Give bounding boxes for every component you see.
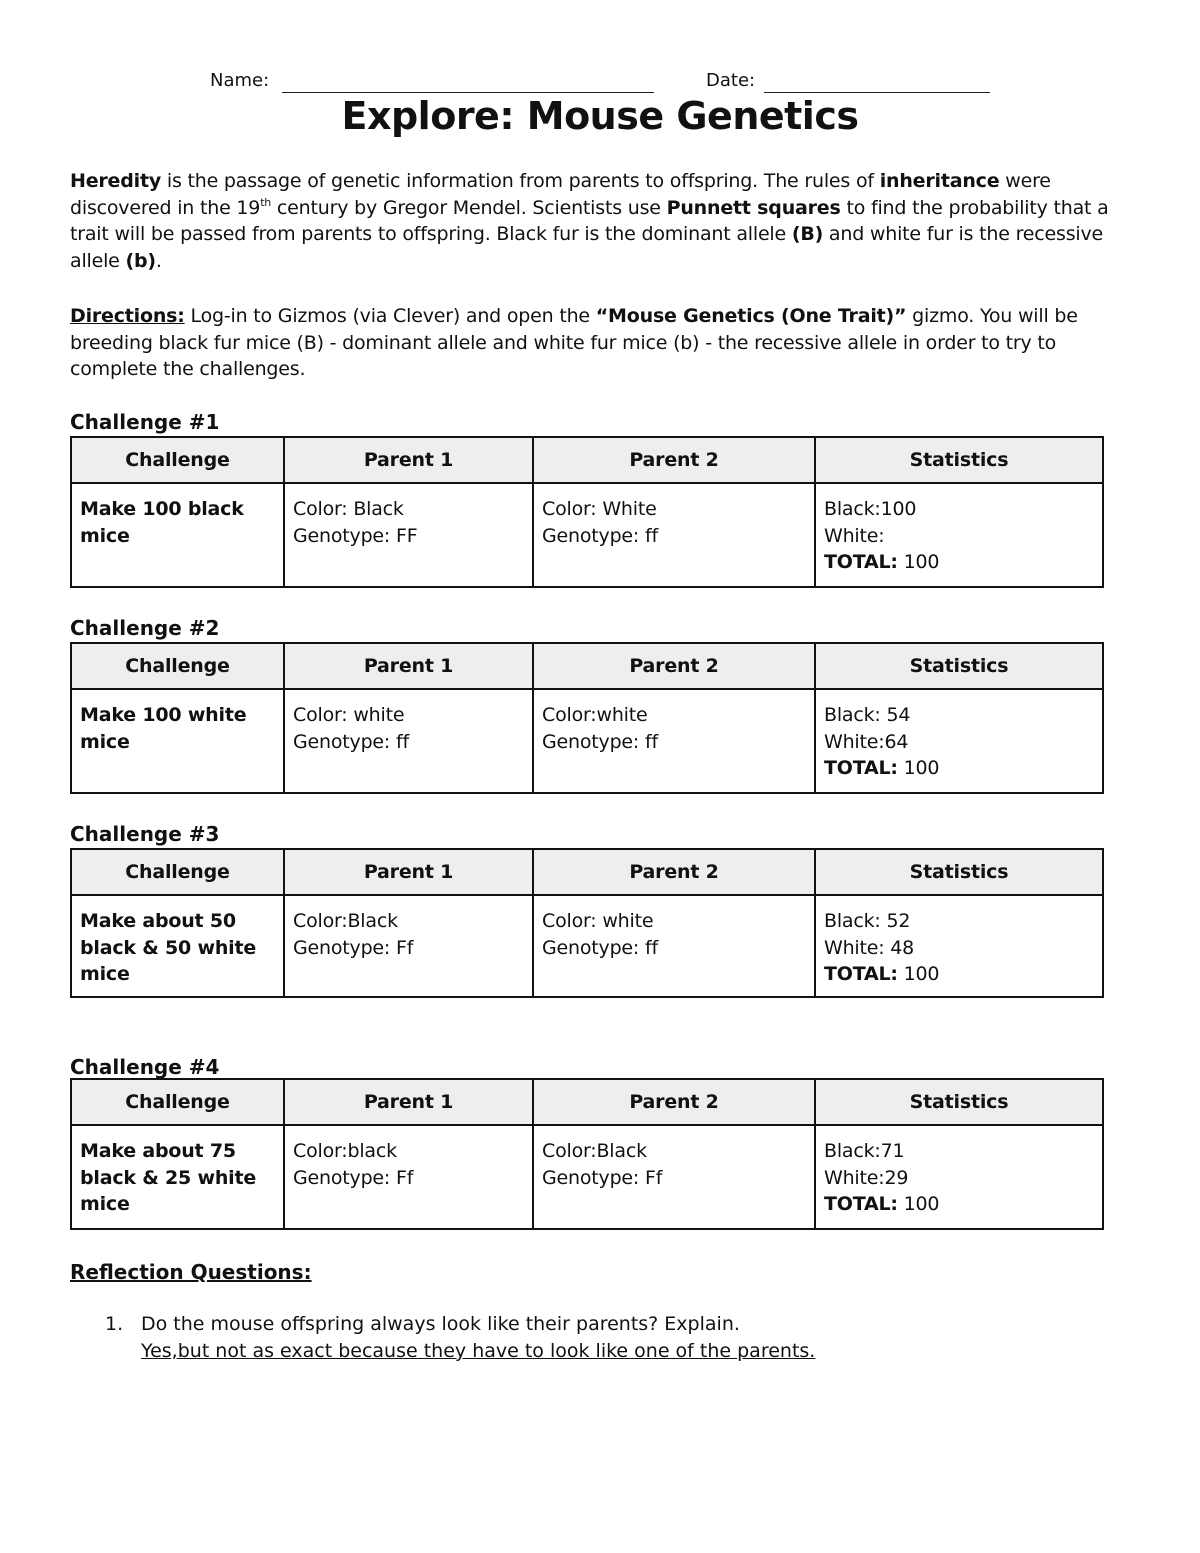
total-line	[824, 1191, 1094, 1218]
challenge-cell	[71, 1125, 284, 1229]
challenge-table	[70, 436, 1104, 588]
column-header: Statistics	[815, 437, 1103, 483]
cell-line: Genotype: ff	[542, 524, 658, 547]
term-punnett: Punnett squares	[666, 196, 841, 219]
table-header-row	[71, 849, 1103, 895]
parent2-cell[interactable]	[533, 689, 815, 793]
parent2-cell[interactable]	[533, 1125, 815, 1229]
challenge-table	[70, 1078, 1104, 1230]
cell-line: Make 100 black	[80, 498, 244, 520]
stat-line: Black: 54	[824, 704, 911, 726]
cell-line: black & 25 white	[80, 1166, 257, 1189]
parent1-cell[interactable]	[284, 895, 533, 997]
column-header: Challenge	[71, 849, 284, 895]
directions-text-2: gizmo. You will be breeding black fur mice (B) - dominant allele and white fur mice (b) - the recessive allele in order to try to complete the challenges.	[70, 305, 1078, 380]
reflection-title: Reflection Questions:	[70, 1260, 312, 1284]
question-text: Do the mouse offspring always look like their parents? Explain.	[141, 1313, 740, 1335]
stat-line: Black: 52	[824, 910, 911, 932]
total-label: TOTAL:	[824, 963, 898, 985]
statistics-cell[interactable]	[815, 689, 1103, 793]
table-row	[71, 483, 1103, 587]
column-header: Parent 1	[284, 1079, 533, 1125]
total-value: 100	[903, 963, 940, 985]
date-label: Date:	[706, 70, 756, 91]
directions-text-1: Log-in to Gizmos (via Clever) and open the	[184, 305, 596, 327]
total-value: 100	[903, 551, 940, 573]
answer-text[interactable]: Yes,but not as exact because they have to look like one of the parents.	[141, 1340, 816, 1362]
total-label: TOTAL:	[824, 551, 898, 573]
directions-paragraph	[70, 303, 1140, 383]
ordinal-sup: th	[260, 195, 272, 209]
cell-line: Color: white	[542, 910, 654, 932]
cell-line: mice	[80, 963, 130, 985]
intro-text-4: to find the probability that a trait will be passed from parents to offspring. Black fur is the dominant allele	[70, 196, 1109, 245]
parent1-cell[interactable]	[284, 1125, 533, 1229]
total-value: 100	[903, 757, 940, 779]
allele-dominant: (B)	[791, 223, 824, 245]
challenge-label: Challenge #4	[70, 1055, 220, 1079]
cell-line: Color:black	[293, 1140, 397, 1162]
challenge-cell	[71, 483, 284, 587]
cell-line: Genotype: Ff	[293, 1166, 414, 1189]
term-heredity: Heredity	[70, 170, 162, 192]
column-header: Statistics	[815, 849, 1103, 895]
column-header: Parent 1	[284, 437, 533, 483]
challenge-label: Challenge #3	[70, 822, 220, 846]
intro-text-6: .	[155, 249, 162, 272]
stat-line: White:29	[824, 1166, 909, 1189]
table-row	[71, 1125, 1103, 1229]
cell-line: Make about 50	[80, 910, 236, 932]
parent2-cell[interactable]	[533, 895, 815, 997]
column-header: Parent 2	[533, 643, 815, 689]
table-header-row	[71, 437, 1103, 483]
cell-line: Genotype: Ff	[542, 1166, 663, 1189]
term-inheritance: inheritance	[879, 170, 1000, 192]
total-line	[824, 755, 1094, 782]
intro-text-1: is the passage of genetic information from parents to offspring. The rules of	[161, 170, 880, 192]
column-header: Parent 2	[533, 437, 815, 483]
challenge-table	[70, 642, 1104, 794]
intro-text-2: were discovered in the 19	[70, 170, 1051, 219]
statistics-cell[interactable]	[815, 1125, 1103, 1229]
column-header: Parent 1	[284, 643, 533, 689]
table-row	[71, 895, 1103, 997]
directions-label: Directions:	[70, 305, 185, 327]
cell-line: Color: white	[293, 704, 405, 726]
cell-line: mice	[80, 730, 130, 753]
stat-line: White:	[824, 524, 885, 547]
intro-paragraph	[70, 168, 1140, 274]
cell-line: Color: Black	[293, 498, 404, 520]
challenge-label: Challenge #1	[70, 410, 220, 434]
column-header: Parent 2	[533, 849, 815, 895]
stat-line: White:64	[824, 730, 909, 753]
challenge-table	[70, 848, 1104, 998]
challenge-cell	[71, 689, 284, 793]
total-label: TOTAL:	[824, 757, 898, 779]
cell-line: Genotype: Ff	[293, 936, 414, 959]
name-label: Name:	[210, 70, 270, 91]
column-header: Challenge	[71, 1079, 284, 1125]
column-header: Statistics	[815, 1079, 1103, 1125]
cell-line: black & 50 white	[80, 936, 257, 959]
cell-line: Color:white	[542, 704, 648, 726]
cell-line: Genotype: ff	[293, 730, 409, 753]
cell-line: Genotype: FF	[293, 524, 418, 547]
challenge-cell	[71, 895, 284, 997]
total-value: 100	[903, 1193, 940, 1215]
stat-line: White: 48	[824, 936, 915, 959]
intro-text-5: and white fur is the recessive allele	[70, 223, 1104, 272]
cell-line: Genotype: ff	[542, 936, 658, 959]
statistics-cell[interactable]	[815, 483, 1103, 587]
cell-line: Make 100 white	[80, 704, 247, 726]
statistics-cell[interactable]	[815, 895, 1103, 997]
table-row	[71, 689, 1103, 793]
column-header: Parent 1	[284, 849, 533, 895]
total-label: TOTAL:	[824, 1193, 898, 1215]
cell-line: mice	[80, 1193, 130, 1215]
parent1-cell[interactable]	[284, 483, 533, 587]
cell-line: Color:Black	[542, 1140, 647, 1162]
column-header: Challenge	[71, 437, 284, 483]
page-title: Explore: Mouse Genetics	[341, 94, 859, 138]
date-field[interactable]	[764, 92, 990, 93]
parent1-cell[interactable]	[284, 689, 533, 793]
total-line	[824, 549, 1094, 576]
cell-line: Color: White	[542, 498, 657, 520]
intro-text-3: century by Gregor Mendel. Scientists use	[271, 196, 667, 219]
parent2-cell[interactable]	[533, 483, 815, 587]
column-header: Parent 2	[533, 1079, 815, 1125]
total-line	[824, 961, 1094, 988]
gizmo-name: “Mouse Genetics (One Trait)”	[595, 305, 907, 327]
column-header: Statistics	[815, 643, 1103, 689]
name-field[interactable]	[282, 92, 654, 93]
table-header-row	[71, 1079, 1103, 1125]
allele-recessive: (b)	[125, 249, 156, 272]
column-header: Challenge	[71, 643, 284, 689]
cell-line: Make about 75	[80, 1140, 236, 1162]
table-header-row	[71, 643, 1103, 689]
challenge-label: Challenge #2	[70, 616, 220, 640]
cell-line: mice	[80, 524, 130, 547]
cell-line: Genotype: ff	[542, 730, 658, 753]
stat-line: Black:71	[824, 1140, 905, 1162]
question-number: 1.	[105, 1313, 124, 1335]
cell-line: Color:Black	[293, 910, 398, 932]
stat-line: Black:100	[824, 498, 917, 520]
